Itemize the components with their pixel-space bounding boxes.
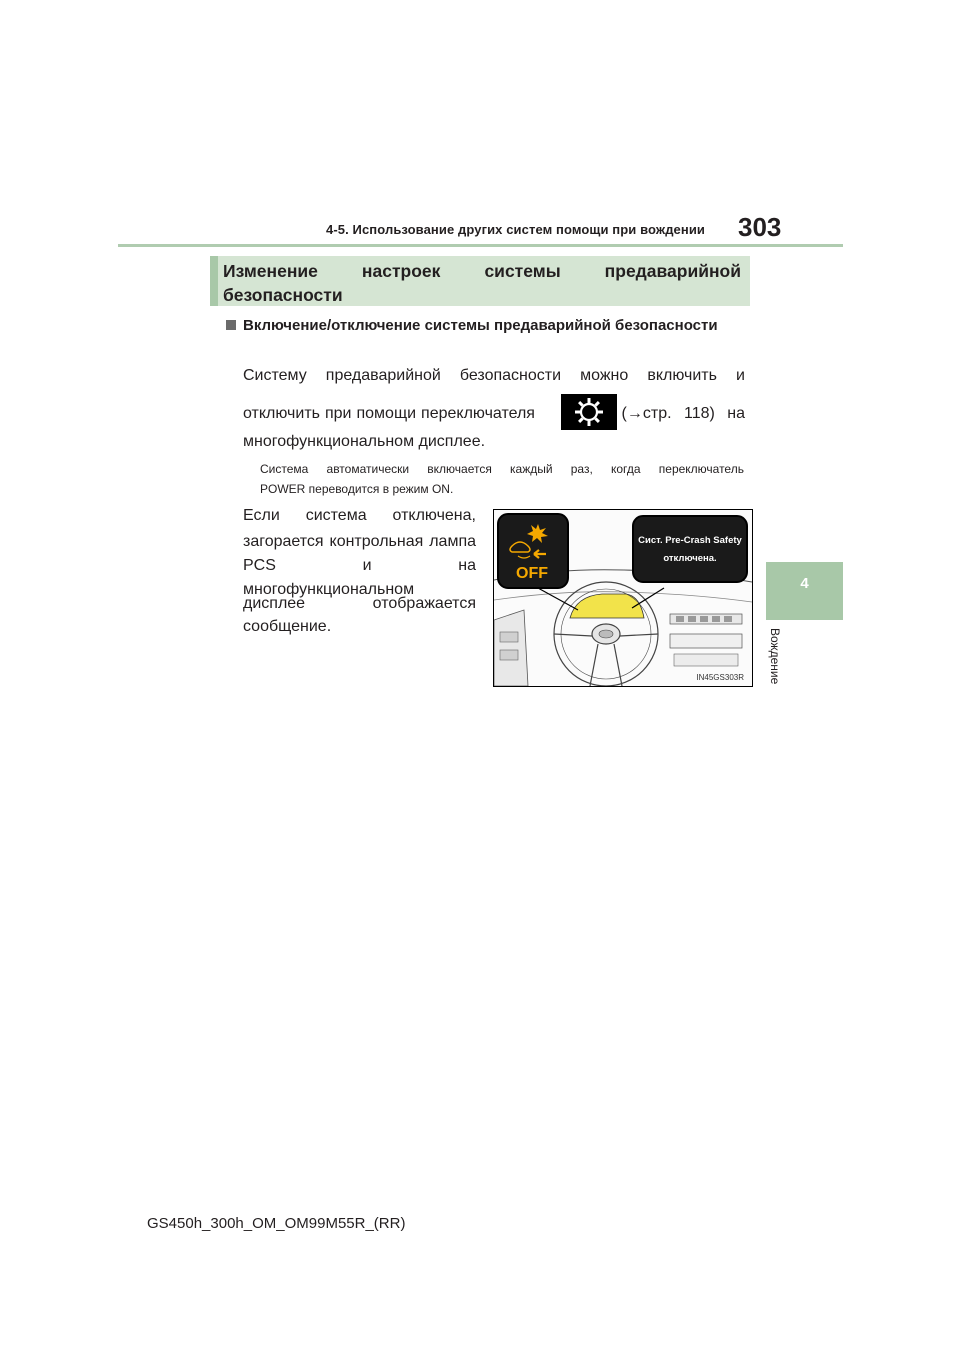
page-reference: (→стр. 118) на (621, 405, 745, 422)
word: каждый (510, 462, 553, 476)
bullet-square-icon (226, 320, 236, 330)
display-message-line-2: отключена. (663, 553, 717, 564)
word: загорается (243, 533, 324, 550)
subheading: Включение/отключение системы предаварийной безопасности (243, 317, 718, 334)
word: на (458, 557, 476, 574)
indicator-line-3 (243, 556, 476, 576)
indicator-line-5 (243, 594, 476, 614)
word: когда (611, 462, 641, 476)
word: контрольная (329, 533, 424, 550)
page-number: 303 (738, 212, 782, 242)
paragraph-line-3: многофункциональном дисплее. (243, 433, 486, 450)
off-indicator-label: OFF (516, 565, 548, 582)
word: предаварийной (325, 367, 441, 384)
word: автоматически (326, 462, 410, 476)
word: включается (427, 462, 492, 476)
word: и (362, 557, 372, 574)
gear-icon (573, 396, 605, 428)
chapter-number: 4 (800, 575, 809, 592)
word: можно (580, 367, 629, 384)
note-line-2: POWER переводится в режим ON. (260, 482, 454, 496)
word: PCS (243, 557, 276, 574)
paragraph-line-2 (243, 404, 745, 428)
word: Если (243, 507, 280, 524)
settings-switch-icon (561, 394, 617, 430)
word: безопасности (459, 367, 562, 384)
word: отключена, (392, 507, 476, 524)
word: включить (647, 367, 717, 384)
section-heading: Изменение настроек системы предаварийной безопасности (223, 261, 741, 305)
word: дисплее (243, 595, 306, 612)
word: отключить (243, 405, 320, 422)
indicator-line-4: многофункциональном (243, 581, 415, 598)
pcs-indicator-callout (498, 514, 568, 588)
header-divider (118, 244, 843, 247)
note-line-1 (260, 461, 744, 477)
word: Систему (243, 367, 307, 384)
document-code: GS450h_300h_OM_OM99M55R_(RR) (147, 1215, 406, 1232)
display-message-line-1: Сист. Pre-Crash Safety (638, 535, 742, 546)
word: лампа (429, 533, 476, 550)
word: при (324, 405, 352, 422)
indicator-line-2 (243, 532, 476, 552)
chapter-label-container (768, 628, 798, 708)
image-code: IN45GS303R (696, 673, 744, 682)
word: переключатель (658, 462, 744, 476)
word: отображается (372, 595, 476, 612)
section-title: 4-5. Использование других систем помощи при вождении (326, 222, 706, 237)
word: система (305, 507, 367, 524)
indicator-line-1 (243, 506, 476, 526)
dashboard-illustration (493, 509, 753, 687)
word: Система (260, 462, 309, 476)
word: раз, (570, 462, 593, 476)
word: и (736, 367, 745, 384)
display-message-callout (633, 516, 747, 582)
word: помощи (356, 405, 417, 422)
dashboard-drawing (494, 510, 752, 686)
indicator-line-6: сообщение. (243, 618, 332, 635)
paragraph-line-1 (243, 366, 745, 386)
word: переключателя (421, 405, 535, 422)
chapter-label: Вождение (768, 628, 782, 685)
